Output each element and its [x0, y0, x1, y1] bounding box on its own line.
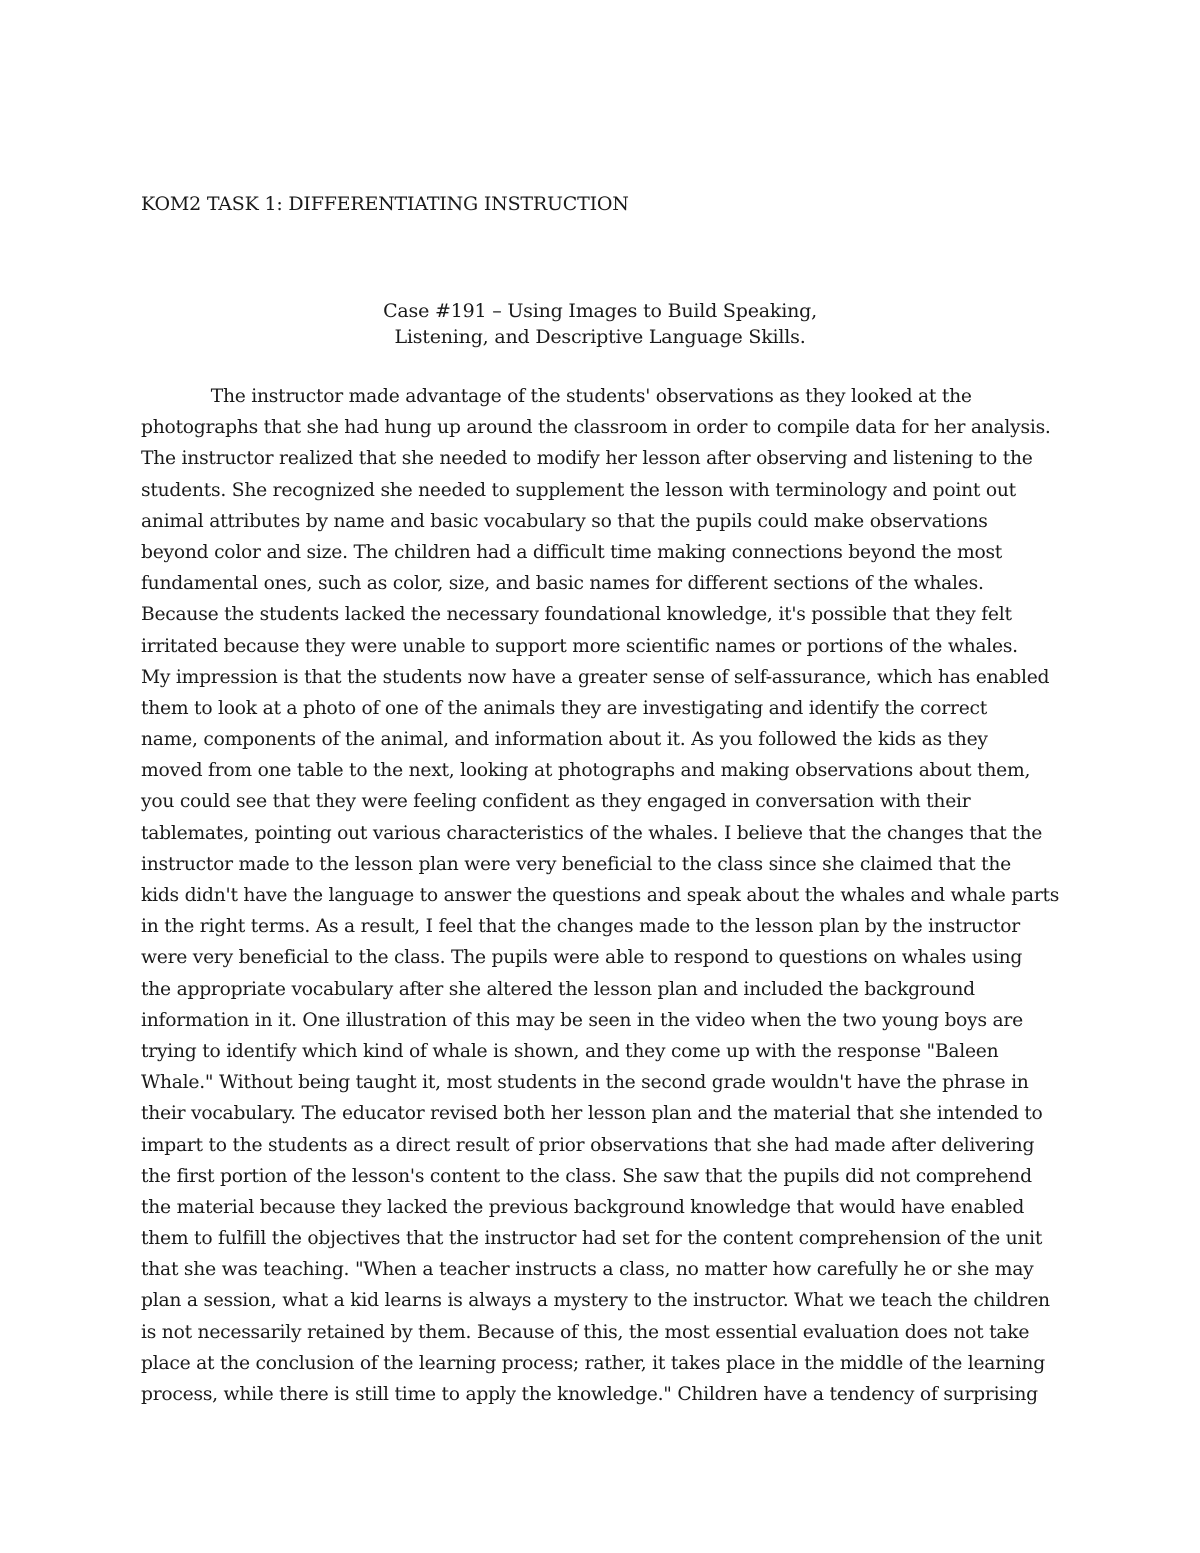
body-line: them to fulfill the objectives that the instructor had set for the content comprehension of the unit	[141, 1227, 1043, 1250]
body-line: Whale." Without being taught it, most students in the second grade wouldn't have the phrase in	[141, 1071, 1029, 1094]
body-line: that she was teaching. "When a teacher instructs a class, no matter how carefully he or she may	[141, 1258, 1034, 1281]
body-line: students. She recognized she needed to supplement the lesson with terminology and point out	[141, 478, 1016, 501]
document-title: KOM2 TASK 1: DIFFERENTIATING INSTRUCTION	[141, 193, 629, 215]
case-subtitle	[0, 298, 1200, 350]
body-line: their vocabulary. The educator revised both her lesson plan and the material that she intended to	[141, 1102, 1043, 1125]
body-line: Because the students lacked the necessary foundational knowledge, it's possible that they felt	[141, 603, 1012, 626]
body-line: beyond color and size. The children had a difficult time making connections beyond the most	[141, 540, 1003, 563]
body-line: name, components of the animal, and information about it. As you followed the kids as they	[141, 728, 988, 751]
body-line: the appropriate vocabulary after she altered the lesson plan and included the background	[141, 977, 975, 1000]
body-line: animal attributes by name and basic vocabulary so that the pupils could make observations	[141, 509, 988, 532]
body-line: the first portion of the lesson's content to the class. She saw that the pupils did not comprehend	[141, 1164, 1032, 1187]
subtitle-line: Case #191 – Using Images to Build Speaking,	[383, 300, 817, 322]
body-line: you could see that they were feeling confident as they engaged in conversation with their	[141, 790, 971, 813]
body-line: irritated because they were unable to support more scientific names or portions of the whales.	[141, 634, 1018, 657]
body-line: place at the conclusion of the learning process; rather, it takes place in the middle of the learning	[141, 1351, 1045, 1374]
body-line: plan a session, what a kid learns is always a mystery to the instructor. What we teach the children	[141, 1289, 1050, 1312]
subtitle-line: Listening, and Descriptive Language Skills.	[394, 326, 806, 348]
body-line: trying to identify which kind of whale is shown, and they come up with the response "Baleen	[141, 1039, 999, 1062]
body-line: instructor made to the lesson plan were very beneficial to the class since she claimed that the	[141, 852, 1011, 875]
body-line: The instructor realized that she needed to modify her lesson after observing and listening to the	[141, 447, 1033, 470]
body-line: moved from one table to the next, looking at photographs and making observations about them,	[141, 759, 1031, 782]
body-line: tablemates, pointing out various characteristics of the whales. I believe that the changes that the	[141, 821, 1043, 844]
body-line: fundamental ones, such as color, size, and basic names for different sections of the whales.	[141, 572, 984, 595]
body-line: the material because they lacked the previous background knowledge that would have enabled	[141, 1195, 1025, 1218]
body-line: them to look at a photo of one of the animals they are investigating and identify the correct	[141, 696, 988, 719]
body-line: impart to the students as a direct result of prior observations that she had made after delivering	[141, 1133, 1035, 1156]
body-line: in the right terms. As a result, I feel that the changes made to the lesson plan by the instructor	[141, 915, 1020, 938]
body-line: information in it. One illustration of this may be seen in the video when the two young boys are	[141, 1008, 1023, 1031]
body-line: My impression is that the students now have a greater sense of self-assurance, which has enabled	[141, 665, 1050, 688]
body-line: were very beneficial to the class. The pupils were able to respond to questions on whales using	[141, 946, 1023, 969]
body-line: is not necessarily retained by them. Because of this, the most essential evaluation does not take	[141, 1320, 1030, 1343]
body-line: photographs that she had hung up around the classroom in order to compile data for her analysis.	[141, 416, 1051, 439]
body-line: process, while there is still time to apply the knowledge." Children have a tendency of surprising	[141, 1383, 1038, 1405]
body-paragraph	[141, 381, 1081, 1410]
body-line: kids didn't have the language to answer the questions and speak about the whales and whale parts	[141, 884, 1060, 906]
body-line: The instructor made advantage of the students' observations as they looked at the	[210, 385, 972, 407]
